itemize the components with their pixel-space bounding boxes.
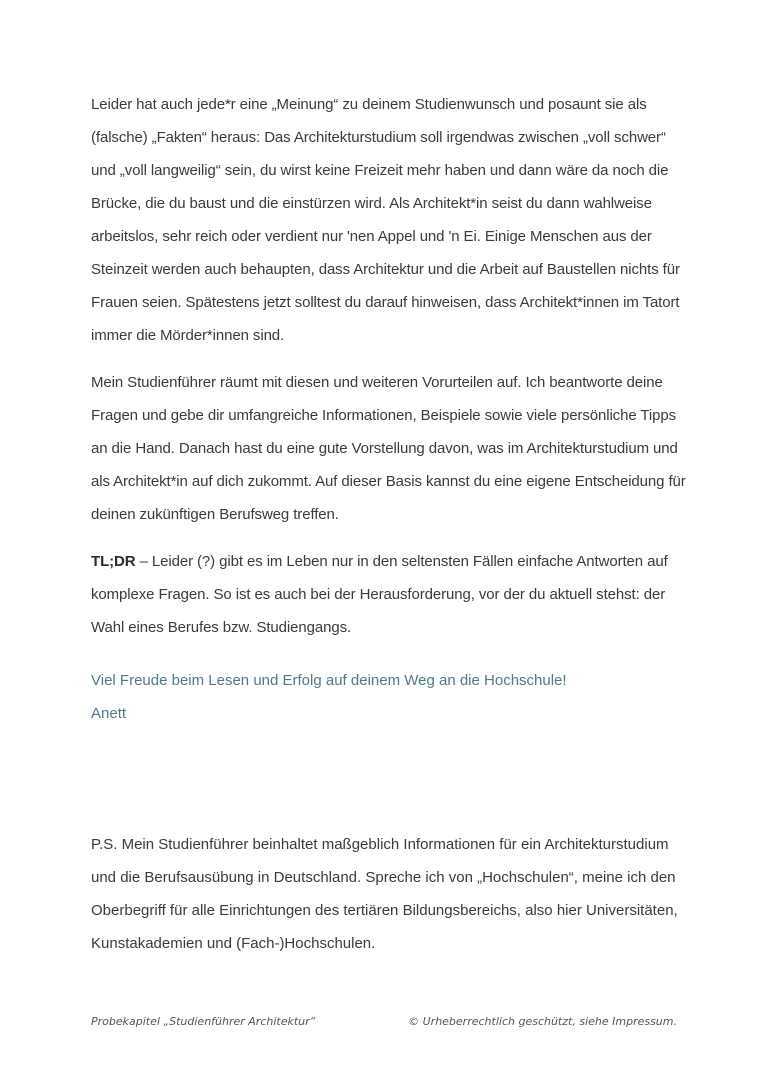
paragraph-opinions: Leider hat auch jede*r eine „Meinung“ zu deinem Studienwunsch und posaunt sie als (falsche) „Fakten“ heraus: Das Architekturstudium soll irgendwas zwischen „voll schwer“ und „voll langweilig“ sein, du wirst keine Freizeit mehr haben und dann wäre da noch die Brücke, die du baust und die einstürzen wird. Als Architekt*in seist du dann wahlweise arbeitslos, sehr reich oder verdient nur 'nen Appel und 'n Ei. Einige Menschen aus der Steinzeit werden auch behaupten, dass Architektur und die Arbeit auf Baustellen nichts für Frauen seien. Spätestens jetzt solltest du darauf hinweisen, dass Architekt*innen im Tatort immer die Mörder*innen sind.	[91, 96, 680, 344]
signature: Anett	[91, 705, 127, 722]
tldr-label: TL;DR	[91, 553, 136, 570]
tldr-text: – Leider (?) gibt es im Leben nur in den seltensten Fällen einfache Antworten auf komplexe Fragen. So ist es auch bei der Herausforderung, vor der du aktuell stehst: der Wahl eines Berufes bzw. Studiengangs.	[91, 553, 668, 636]
closing-block	[91, 664, 691, 730]
paragraph-guide: Mein Studienführer räumt mit diesen und weiteren Vorurteilen auf. Ich beantworte deine Fragen und gebe dir umfangreiche Informationen, Beispiele sowie viele persönliche Tipps an die Hand. Danach hast du eine gute Vorstellung davon, was im Architekturstudium und als Architekt*in auf dich zukommt. Auf dieser Basis kannst du eine eigene Entscheidung für deinen zukünftigen Berufsweg treffen.	[91, 374, 686, 523]
postscript: P.S. Mein Studienführer beinhaltet maßgeblich Informationen für ein Architekturstudium und die Berufsausübung in Deutschland. Spreche ich von „Hochschulen“, meine ich den Oberbegriff für alle Einrichtungen des tertiären Bildungsbereichs, also hier Universitäten, Kunstakademien und (Fach-)Hochschulen.	[91, 836, 678, 952]
paragraph-tldr	[91, 545, 691, 644]
page-content	[91, 88, 691, 730]
closing-line: Viel Freude beim Lesen und Erfolg auf deinem Weg an die Hochschule!	[91, 672, 567, 689]
footer-chapter-label: Probekapitel „Studienführer Architektur“	[91, 1015, 316, 1028]
footer-copyright: © Urheberrechtlich geschützt, siehe Impressum.	[408, 1015, 677, 1028]
page-footer	[91, 1015, 677, 1028]
